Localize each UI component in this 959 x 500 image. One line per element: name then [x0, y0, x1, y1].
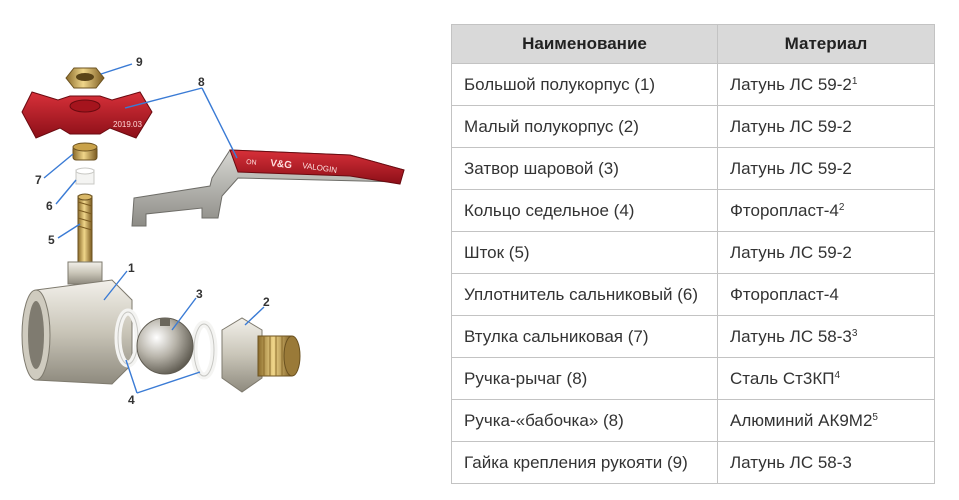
ball-valve-exploded-diagram — [0, 0, 440, 500]
part-name-cell: Втулка сальниковая (7) — [452, 316, 718, 358]
material-cell — [718, 64, 935, 106]
small-body-part-2 — [222, 318, 300, 392]
callout-7: 7 — [35, 173, 42, 187]
material-cell — [718, 316, 935, 358]
material-cell — [718, 148, 935, 190]
material-text: Латунь ЛС 58-3 — [730, 452, 852, 472]
parts-materials-table — [451, 24, 935, 484]
table-header-row — [452, 25, 935, 64]
material-cell — [718, 358, 935, 400]
butterfly-handle-part-8 — [22, 92, 152, 138]
material-cell — [718, 190, 935, 232]
material-cell — [718, 442, 935, 484]
gland-bushing-part-7 — [73, 143, 97, 160]
column-header-name: Наименование — [452, 25, 718, 64]
leader-line-6 — [56, 180, 76, 204]
callout-9: 9 — [136, 55, 143, 69]
table-row — [452, 274, 935, 316]
leader-line-4-right — [137, 372, 200, 393]
material-text: Латунь ЛС 58-3 — [730, 326, 852, 346]
part-name-cell: Уплотнитель сальниковый (6) — [452, 274, 718, 316]
lever-marking-brand: V&G — [269, 158, 293, 172]
part-name-cell: Большой полукорпус (1) — [452, 64, 718, 106]
callout-8: 8 — [198, 75, 205, 89]
material-cell — [718, 274, 935, 316]
part-name-cell: Ручка-рычаг (8) — [452, 358, 718, 400]
nut-part-9 — [66, 68, 104, 88]
leader-line-8-lever — [202, 88, 237, 158]
callout-3: 3 — [196, 287, 203, 301]
table-row — [452, 232, 935, 274]
part-name-cell: Малый полукорпус (2) — [452, 106, 718, 148]
footnote-marker: 1 — [851, 75, 858, 87]
part-name-cell: Затвор шаровой (3) — [452, 148, 718, 190]
butterfly-handle-marking: 2019.03 — [113, 120, 142, 129]
table-row — [452, 190, 935, 232]
material-text: Латунь ЛС 59-2 — [730, 74, 852, 94]
table-body — [452, 64, 935, 484]
lever-marking-on: ON — [245, 159, 257, 167]
table-row — [452, 148, 935, 190]
part-name-cell: Кольцо седельное (4) — [452, 190, 718, 232]
table-row — [452, 358, 935, 400]
footnote-marker: 3 — [851, 327, 858, 339]
material-text: Фторопласт-4 — [730, 284, 839, 304]
part-name-cell: Ручка-«бабочка» (8) — [452, 400, 718, 442]
leader-line-2 — [245, 307, 264, 325]
leader-line-9 — [101, 64, 132, 74]
table-row — [452, 442, 935, 484]
footnote-marker: 2 — [838, 201, 845, 213]
leader-line-7 — [44, 154, 73, 178]
table-row — [452, 106, 935, 148]
ball-part-3 — [137, 318, 193, 374]
callout-6: 6 — [46, 199, 53, 213]
table-row — [452, 64, 935, 106]
material-text: Алюминий АК9М2 — [730, 410, 873, 430]
callout-5: 5 — [48, 233, 55, 247]
large-body-part-1 — [22, 262, 132, 384]
footnote-marker: 4 — [834, 369, 841, 381]
material-cell — [718, 232, 935, 274]
callout-2: 2 — [263, 295, 270, 309]
material-text: Сталь Ст3КП — [730, 368, 835, 388]
lever-marking-valogin: VALOGIN — [301, 161, 338, 175]
material-cell — [718, 106, 935, 148]
part-name-cell: Гайка крепления рукояти (9) — [452, 442, 718, 484]
part-name-cell: Шток (5) — [452, 232, 718, 274]
material-text: Фторопласт-4 — [730, 200, 839, 220]
callout-1: 1 — [128, 261, 135, 275]
material-text: Латунь ЛС 59-2 — [730, 158, 852, 178]
lever-handle-part-8 — [132, 150, 404, 226]
material-text: Латунь ЛС 59-2 — [730, 116, 852, 136]
leader-line-5 — [58, 224, 80, 238]
material-cell — [718, 400, 935, 442]
gland-seal-part-6 — [76, 168, 94, 184]
material-text: Латунь ЛС 59-2 — [730, 242, 852, 262]
seat-ring-part-4-right — [194, 324, 214, 376]
callout-4: 4 — [128, 393, 135, 407]
table-row — [452, 400, 935, 442]
stem-part-5 — [78, 194, 92, 266]
column-header-material: Материал — [718, 25, 935, 64]
footnote-marker: 5 — [872, 411, 878, 423]
table-row — [452, 316, 935, 358]
